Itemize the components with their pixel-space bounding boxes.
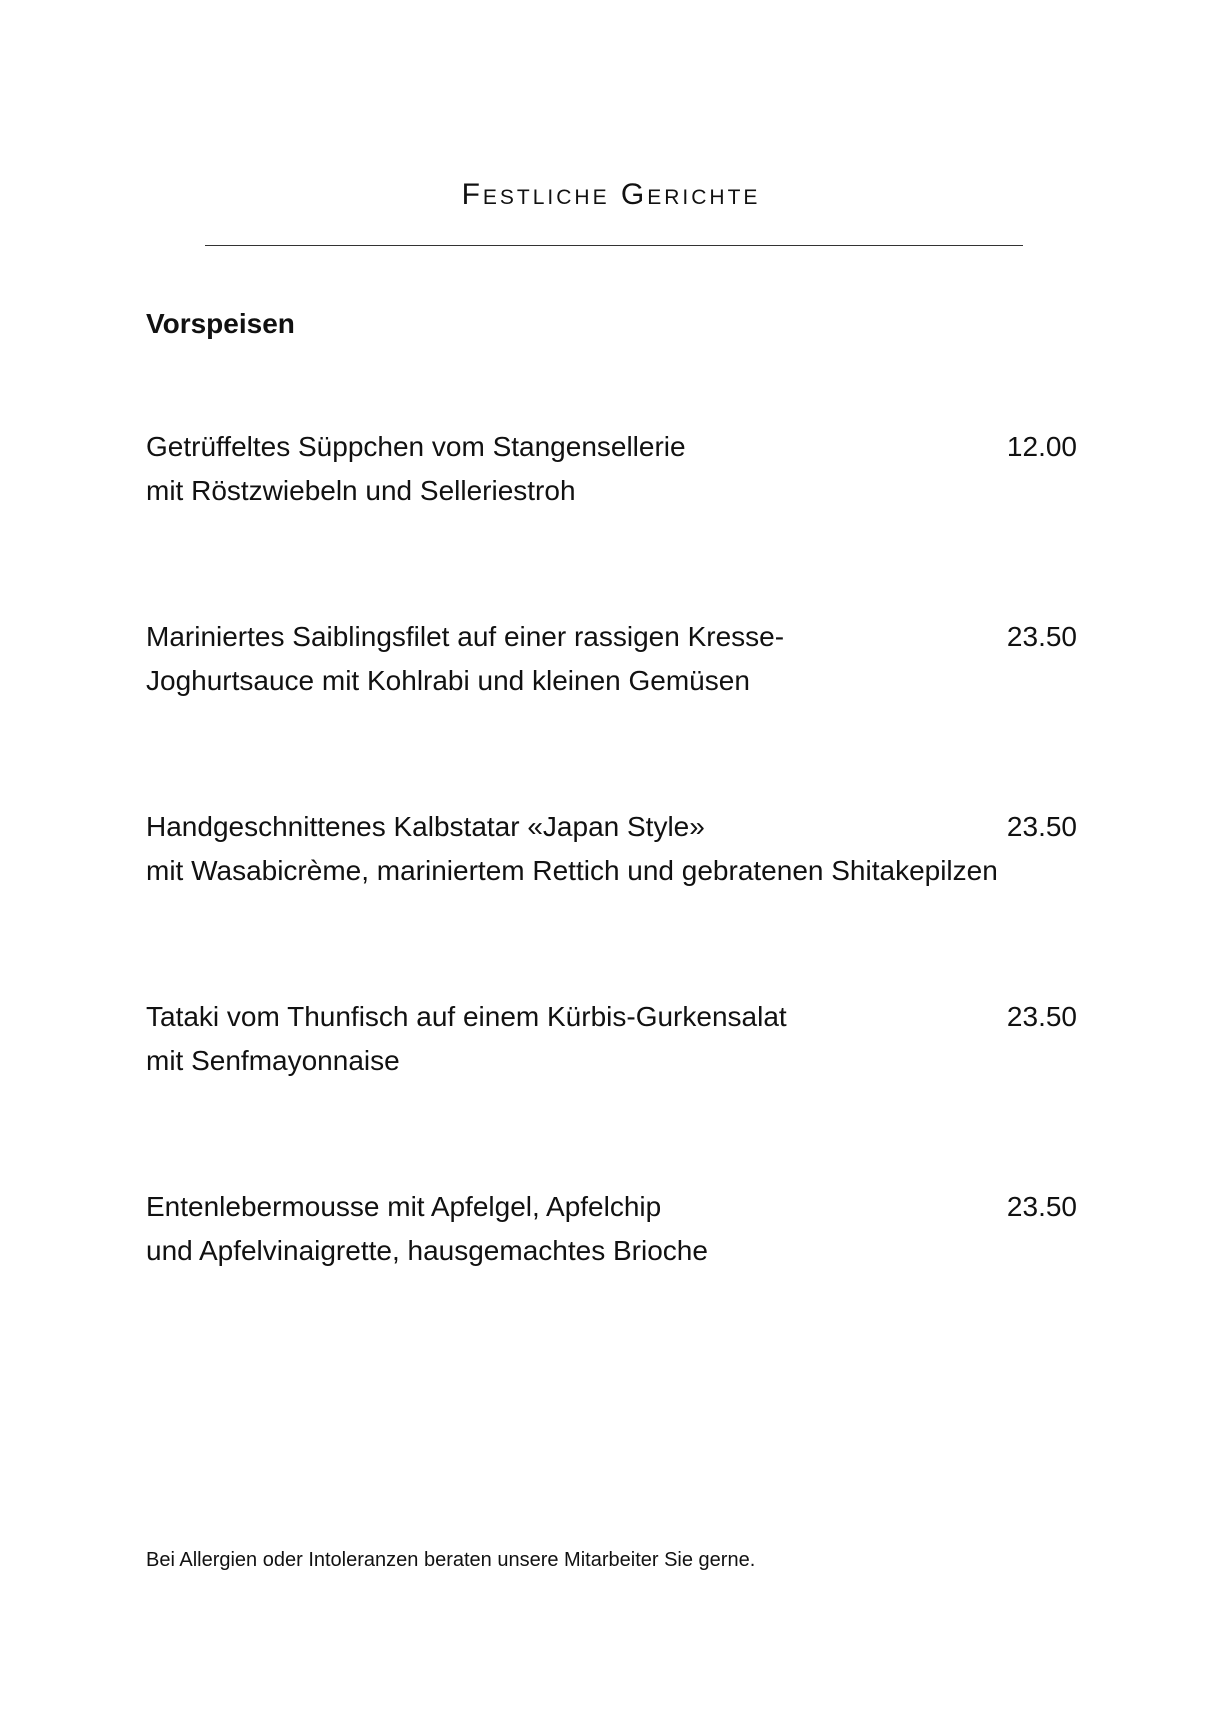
dish-name: Entenlebermousse mit Apfelgel, Apfelchip <box>146 1191 662 1222</box>
title-divider <box>205 245 1023 246</box>
menu-list <box>146 425 1076 1375</box>
menu-item <box>146 805 1076 995</box>
page-title: Festliche Gerichte <box>461 178 761 211</box>
dish-description: mit Senfmayonnaise <box>146 1045 400 1076</box>
dish-name: Tataki vom Thunfisch auf einem Kürbis-Gurkensalat <box>146 1001 787 1032</box>
menu-item <box>146 425 1076 615</box>
dish-price: 23.50 <box>1006 1001 1077 1032</box>
menu-item <box>146 1185 1076 1375</box>
dish-price: 23.50 <box>1006 811 1077 842</box>
dish-price: 12.00 <box>1006 431 1077 462</box>
dish-name: Getrüffeltes Süppchen vom Stangensellerie <box>146 431 686 462</box>
menu-item <box>146 995 1076 1185</box>
section-heading: Vorspeisen <box>146 308 295 339</box>
dish-price: 23.50 <box>1006 621 1077 652</box>
dish-description: mit Wasabicrème, mariniertem Rettich und gebratenen Shitakepilzen <box>146 855 998 886</box>
dish-price: 23.50 <box>1006 1191 1077 1222</box>
dish-description: Joghurtsauce mit Kohlrabi und kleinen Gemüsen <box>146 665 750 696</box>
dish-description: mit Röstzwiebeln und Selleriestroh <box>146 475 576 506</box>
allergy-note: Bei Allergien oder Intoleranzen beraten unsere Mitarbeiter Sie gerne. <box>146 1549 756 1571</box>
dish-description: und Apfelvinaigrette, hausgemachtes Brioche <box>146 1235 708 1266</box>
dish-name: Handgeschnittenes Kalbstatar «Japan Style» <box>146 811 705 842</box>
menu-item <box>146 615 1076 805</box>
dish-name: Mariniertes Saiblingsfilet auf einer rassigen Kresse- <box>146 621 785 652</box>
